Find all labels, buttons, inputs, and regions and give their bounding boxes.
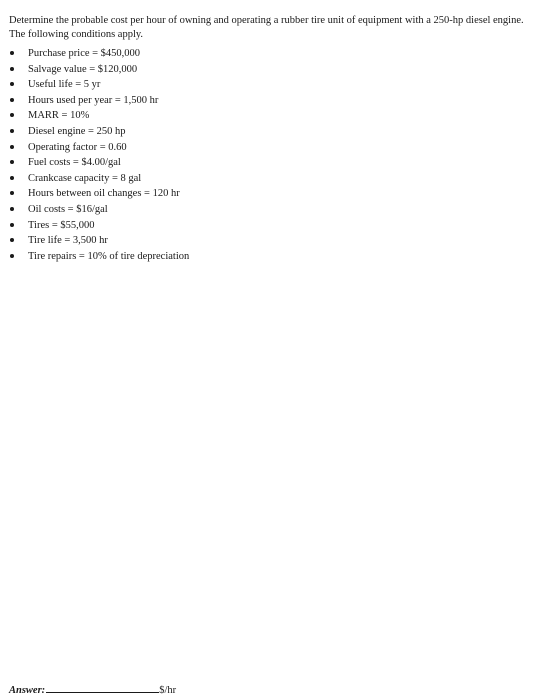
condition-marr — [9, 108, 189, 124]
condition-purchase-price — [9, 46, 189, 62]
bullet-icon — [10, 98, 14, 102]
condition-text: Purchase price = $450,000 — [28, 48, 141, 59]
condition-text: Oil costs = $16/gal — [28, 203, 108, 215]
bullet-icon — [10, 238, 14, 242]
condition-tire-life — [9, 233, 189, 249]
condition-text: Tire life = 3,500 hr — [28, 235, 108, 247]
bullet-icon — [10, 67, 14, 71]
condition-tire-repairs — [9, 249, 189, 265]
bullet-icon — [10, 82, 14, 86]
bullet-icon — [10, 223, 14, 227]
bullet-icon — [10, 51, 14, 55]
conditions-list — [9, 46, 189, 264]
condition-crankcase-capacity — [9, 171, 189, 187]
bullet-icon — [10, 176, 14, 180]
condition-oil-change-interval — [9, 186, 189, 202]
bullet-icon — [10, 113, 14, 117]
condition-text: Diesel engine = 250 hp — [28, 125, 126, 137]
bullet-icon — [10, 145, 14, 149]
condition-tires — [9, 218, 189, 234]
bullet-icon — [10, 160, 14, 164]
condition-text: Operating factor = 0.60 — [28, 141, 127, 153]
condition-text: Crankcase capacity = 8 gal — [28, 172, 142, 184]
condition-text: Salvage value = $120,000 — [28, 63, 138, 75]
condition-text: Tire repairs = 10% of tire depreciation — [28, 250, 190, 262]
condition-text: MARR = 10% — [28, 110, 90, 122]
condition-oil-costs — [9, 202, 189, 218]
condition-text: Hours used per year = 1,500 hr — [28, 94, 159, 106]
answer-blank-field[interactable] — [46, 681, 159, 693]
answer-row — [9, 681, 176, 698]
answer-label: Answer: — [9, 685, 46, 696]
condition-text: Tires = $55,000 — [28, 219, 95, 231]
condition-hours-per-year — [9, 93, 189, 109]
condition-salvage-value — [9, 62, 189, 78]
condition-fuel-costs — [9, 155, 189, 171]
question-text: Determine the probable cost per hour of owning and operating a rubber tire unit of equipment with a 250-hp diesel engine. The following conditions apply. — [9, 15, 524, 40]
condition-operating-factor — [9, 140, 189, 156]
condition-useful-life — [9, 77, 189, 93]
answer-unit: $/hr — [159, 685, 177, 696]
condition-diesel-engine — [9, 124, 189, 140]
bullet-icon — [10, 191, 14, 195]
bullet-icon — [10, 129, 14, 133]
condition-text: Useful life = 5 yr — [28, 79, 101, 91]
condition-text: Hours between oil changes = 120 hr — [28, 188, 180, 200]
bullet-icon — [10, 254, 14, 258]
bullet-icon — [10, 207, 14, 211]
condition-text: Fuel costs = $4.00/gal — [28, 157, 121, 169]
